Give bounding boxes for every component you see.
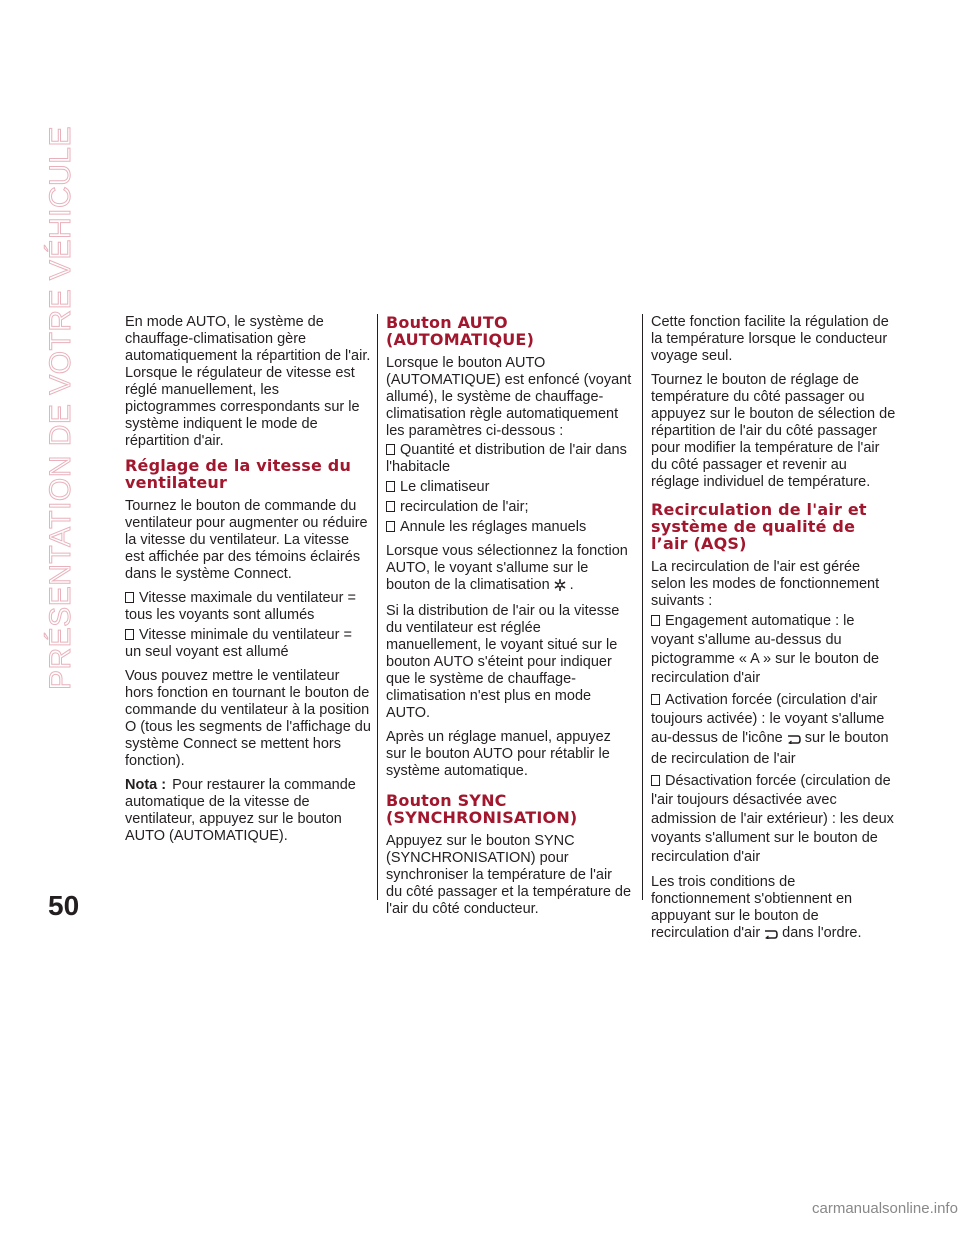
note-label: Nota :: [125, 777, 167, 793]
snowflake-icon: [554, 579, 566, 596]
checkbox-bullet-icon: [651, 615, 660, 626]
paragraph: Après un réglage manuel, appuyez sur le bouton AUTO pour rétablir le système automatique.: [386, 729, 611, 779]
paragraph: La recirculation de l'air est gérée selon les modes de fonctionnement suivants :: [651, 559, 880, 609]
paragraph: Les trois conditions de fonctionnement s'obtiennent en appuyant sur le bouton de recirculation d'air dans l'ordre.: [651, 874, 897, 944]
list-item: Quantité et distribution de l'air dans l'habitacle: [386, 442, 627, 475]
checkbox-bullet-icon: [651, 775, 660, 786]
paragraph: Cette fonction facilite la régulation de la température lorsque le conducteur voyage seul.: [651, 314, 889, 364]
paragraph: Si la distribution de l'air ou la vitesse du ventilateur est réglée manuellement, le voyant situé sur le bouton AUTO s'éteint pour indiquer que le système de chauffage-climatisation n'est plus en mode AUTO.: [386, 603, 620, 721]
checkbox-bullet-icon: [125, 629, 134, 640]
list-item: Désactivation forcée (circulation de l'air toujours désactivée avec admission de l'air extérieur) : les deux voyants s'allument sur le bouton de recirculation d'air: [651, 773, 894, 865]
column-divider: [377, 314, 378, 900]
page-number: 50: [48, 890, 80, 921]
recirculation-icon: [764, 927, 778, 944]
side-section-title: PRÉSENTATION DE VOTRE VÉHICULE: [44, 126, 77, 690]
recirculation-icon: [787, 731, 801, 750]
note: [125, 777, 371, 845]
paragraph: Tournez le bouton de réglage de température du côté passager ou appuyez sur le bouton de sélection de répartition de l'air du côté passager pour modifier la température de l'air du côté passager et revenir au réglage individuel de température.: [651, 372, 896, 490]
paragraph: Vous pouvez mettre le ventilateur hors fonction en tournant le bouton de commande du ventilateur à la position O (tous les segments de l'affichage du système Connect se mettent hors fonction).: [125, 668, 371, 769]
checkbox-bullet-icon: [125, 592, 134, 603]
column-divider: [642, 314, 643, 900]
paragraph: Lorsque vous sélectionnez la fonction AUTO, le voyant s'allume sur le bouton de la climatisation .: [386, 543, 632, 596]
paragraph: Lorsque le bouton AUTO (AUTOMATIQUE) est enfoncé (voyant allumé), le système de chauffage-climatisation règle automatiquement les paramètres ci-dessous :: [386, 355, 632, 439]
list-item: recirculation de l'air;: [386, 499, 632, 516]
paragraph: En mode AUTO, le système de chauffage-climatisation gère automatiquement la répartition de l'air. Lorsque le régulateur de vitesse est réglé manuellement, les pictogrammes correspondants sur le système indiquent le mode de répartition d'air.: [125, 314, 371, 449]
note-text: Pour restaurer la commande automatique de la vitesse de ventilateur, appuyez sur le bouton AUTO (AUTOMATIQUE).: [125, 777, 356, 844]
heading-auto-button: Bouton AUTO (AUTOMATIQUE): [386, 313, 535, 349]
list-item: Activation forcée (circulation d'air toujours activée) : le voyant s'allume au-dessus de l'icône sur le bouton de recirculation de l'air: [651, 692, 889, 767]
column-middle: [386, 314, 632, 925]
list-item: Vitesse maximale du ventilateur = tous les voyants sont allumés: [125, 590, 356, 623]
paragraph: Appuyez sur le bouton SYNC (SYNCHRONISATION) pour synchroniser la température de l'air du côté passager et la température de l'air du côté conducteur.: [386, 833, 632, 917]
heading-air-recirculation: Recirculation de l'air et système de qualité de l’air (AQS): [651, 500, 867, 553]
heading-fan-speed: Réglage de la vitesse du ventilateur: [125, 456, 352, 492]
checkbox-bullet-icon: [651, 694, 660, 705]
list-item: Vitesse minimale du ventilateur = un seul voyant est allumé: [125, 627, 352, 660]
column-left: [125, 314, 371, 852]
checkbox-bullet-icon: [386, 521, 395, 532]
column-right: [651, 314, 897, 951]
list-item: Annule les réglages manuels: [386, 519, 632, 536]
heading-sync-button: Bouton SYNC (SYNCHRONISATION): [386, 791, 578, 827]
watermark-logo: carmanualsonline.info: [812, 1200, 958, 1217]
checkbox-bullet-icon: [386, 481, 395, 492]
paragraph: Tournez le bouton de commande du ventilateur pour augmenter ou réduire la vitesse du ventilateur. La vitesse est affichée par des témoins éclairés dans le système Connect.: [125, 498, 368, 582]
list-item: Le climatiseur: [386, 479, 632, 496]
list-item: Engagement automatique : le voyant s'allume au-dessus du pictogramme « A » sur le bouton de recirculation d'air: [651, 613, 880, 686]
checkbox-bullet-icon: [386, 501, 395, 512]
checkbox-bullet-icon: [386, 444, 395, 455]
